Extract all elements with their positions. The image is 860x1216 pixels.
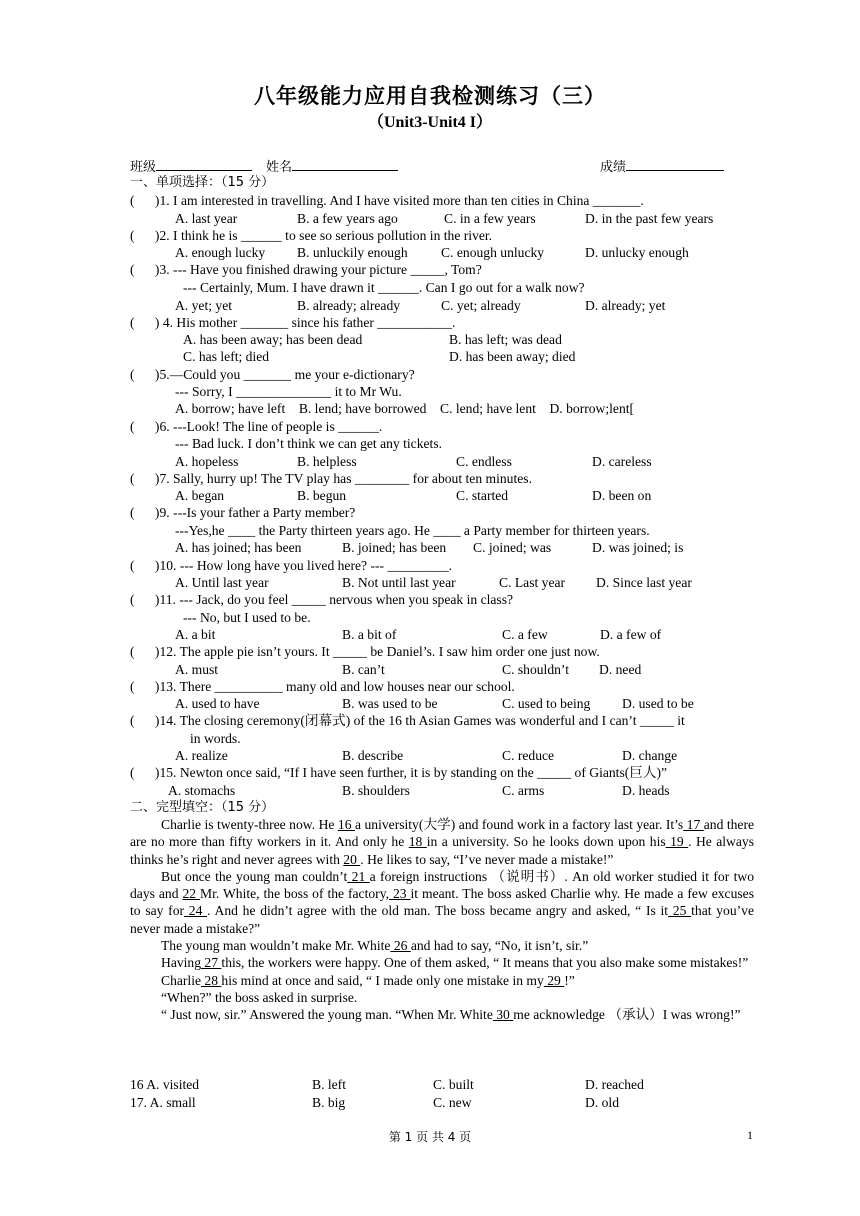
- option: D. change: [622, 748, 678, 763]
- option: A. last year: [175, 211, 238, 226]
- option: A. stomachs: [168, 783, 236, 798]
- question-line: --- Certainly, Mum. I have drawn it ______. Can I go out for a walk now?: [183, 280, 585, 295]
- option: A. must: [175, 662, 219, 677]
- cloze-option: B. big: [312, 1095, 346, 1110]
- section-heading: 二、完型填空：（15 分）: [130, 800, 275, 815]
- question: ( )5.—Could you _______ me your e-dictionary?: [130, 367, 415, 382]
- page-number: 1: [747, 1128, 753, 1142]
- cloze-passage: [130, 816, 754, 1024]
- question: ( )12. The apple pie isn’t yours. It _____ be Daniel’s. I saw him order one just now.: [130, 644, 600, 659]
- page-footer: 第 1 页 共 4 页: [388, 1130, 472, 1144]
- option-row: A. borrow; have left B. lend; have borrowed C. lend; have lent D. borrow;lent[: [175, 401, 635, 416]
- option: B. Not until last year: [342, 575, 456, 590]
- question: ( )2. I think he is ______ to see so serious pollution in the river.: [130, 228, 493, 243]
- option: B. a few years ago: [297, 211, 398, 226]
- cloze-option: 16 A. visited: [130, 1077, 200, 1092]
- question: ( ) 4. His mother _______ since his father ___________.: [130, 315, 456, 330]
- option: A. a bit: [175, 627, 216, 642]
- question: ( )10. --- How long have you lived here? --- _________.: [130, 558, 453, 573]
- passage-paragraph: “When?” the boss asked in surprise.: [161, 989, 358, 1005]
- question-line: --- No, but I used to be.: [183, 610, 311, 625]
- option: C. Last year: [499, 575, 566, 590]
- option: B. helpless: [297, 454, 357, 469]
- option: D. a few of: [600, 627, 662, 642]
- cloze-option: 17. A. small: [130, 1095, 196, 1110]
- question: ( )15. Newton once said, “If I have seen further, it is by standing on the _____ of Giants(巨人)”: [130, 765, 668, 780]
- passage-paragraph: But once the young man couldn’t 21 a foreign instructions （说明书）. An old worker studied it for two days and 22 Mr. White, the boss of the factory, 23 it meant. The boss asked Charlie why. He made a few excuses to say for 24 . And he didn’t agree with the old man. The boss became angry and asked, “ Is it 25 that you’ve never made a mistake?”: [130, 868, 755, 936]
- option: C. endless: [456, 454, 512, 469]
- option: B. can’t: [342, 662, 385, 677]
- option: C. reduce: [502, 748, 555, 763]
- section-heading: 一、单项选择：（15 分）: [130, 175, 275, 190]
- cloze-option: D. old: [585, 1095, 619, 1110]
- option: C. joined; was: [473, 540, 552, 555]
- option: C. started: [456, 488, 509, 503]
- option: C. in a few years: [444, 211, 536, 226]
- option: A. used to have: [175, 696, 260, 711]
- cloze-option: C. built: [433, 1077, 474, 1092]
- option: D. heads: [622, 783, 670, 798]
- option: B. joined; has been: [342, 540, 447, 555]
- option: A. began: [175, 488, 225, 503]
- option: C. a few: [502, 627, 548, 642]
- option: A. has joined; has been: [175, 540, 302, 555]
- name-field: 姓名: [266, 156, 398, 176]
- page-title: 八年级能力应用自我检测练习（三）: [254, 84, 606, 108]
- question: ( )13. There __________ many old and low houses near our school.: [130, 679, 515, 694]
- option: A. realize: [175, 748, 228, 763]
- option: B. has left; was dead: [449, 332, 562, 347]
- question: ( )14. The closing ceremony(闭幕式) of the 16 th Asian Games was wonderful and I can’t _____ it: [130, 713, 685, 728]
- option: D. in the past few years: [585, 211, 714, 226]
- question: ( )9. ---Is your father a Party member?: [130, 505, 356, 520]
- cloze-option: C. new: [433, 1095, 472, 1110]
- question: ( )1. I am interested in travelling. And I have visited more than ten cities in China _______.: [130, 193, 644, 208]
- option: C. enough unlucky: [441, 245, 545, 260]
- question-line: --- Sorry, I ______________ it to Mr Wu.: [175, 384, 402, 399]
- option: A. Until last year: [175, 575, 269, 590]
- option: A. has been away; has been dead: [183, 332, 363, 347]
- option: B. describe: [342, 748, 404, 763]
- option: B. a bit of: [342, 627, 397, 642]
- option: D. careless: [592, 454, 652, 469]
- option: D. has been away; died: [449, 349, 576, 364]
- passage-paragraph: The young man wouldn’t make Mr. White 26 and had to say, “No, it isn’t, sir.”: [161, 938, 589, 954]
- cloze-option: B. left: [312, 1077, 346, 1092]
- option: D. used to be: [622, 696, 694, 711]
- option: C. used to being: [502, 696, 591, 711]
- option: B. shoulders: [342, 783, 410, 798]
- option: D. unlucky enough: [585, 245, 689, 260]
- question-line: ---Yes,he ____ the Party thirteen years ago. He ____ a Party member for thirteen years.: [175, 523, 650, 538]
- question: ( )7. Sally, hurry up! The TV play has ________ for about ten minutes.: [130, 471, 532, 486]
- option: B. unluckily enough: [297, 245, 408, 260]
- question-line: --- Bad luck. I don’t think we can get any tickets.: [175, 436, 443, 451]
- passage-paragraph: Charlie is twenty-three now. He 16 a university(大学) and found work in a factory last year. It’s 17 and there are no more than fifty workers in it. And only he 18 in a university. So he looks down upon his 19 . He always thinks he’s right and never agrees with 20 . He likes to say, “I’ve never made a mistake!”: [130, 817, 755, 867]
- question: ( )11. --- Jack, do you feel _____ nervous when you speak in class?: [130, 592, 514, 607]
- option: D. was joined; is: [592, 540, 684, 555]
- option: C. arms: [502, 783, 545, 798]
- question-line: in words.: [190, 731, 241, 746]
- class-field: 班级: [130, 156, 252, 176]
- option: C. shouldn’t: [502, 662, 569, 677]
- option: B. was used to be: [342, 696, 438, 711]
- option: D. already; yet: [585, 298, 666, 313]
- option: D. need: [599, 662, 642, 677]
- passage-paragraph: Having 27 this, the workers were happy. One of them asked, “ It means that you also make some mistakes!”: [161, 955, 749, 971]
- page-subtitle: （Unit3-Unit4 I）: [367, 114, 492, 131]
- option: C. has left; died: [183, 349, 270, 364]
- option: D. been on: [592, 488, 652, 503]
- score-field: 成绩: [600, 156, 724, 176]
- question: ( )3. --- Have you finished drawing your picture _____, Tom?: [130, 262, 482, 277]
- option: A. yet; yet: [175, 298, 233, 313]
- option: C. yet; already: [441, 298, 521, 313]
- option: B. begun: [297, 488, 347, 503]
- passage-paragraph: Charlie 28 his mind at once and said, “ I made only one mistake in my 29 !”: [161, 972, 575, 988]
- passage-paragraph: “ Just now, sir.” Answered the young man. “When Mr. White 30 me acknowledge （承认）I was wrong!”: [161, 1007, 741, 1023]
- question: ( )6. ---Look! The line of people is ______.: [130, 419, 383, 434]
- option: D. Since last year: [596, 575, 692, 590]
- cloze-option: D. reached: [585, 1077, 644, 1092]
- option: B. already; already: [297, 298, 401, 313]
- option: A. hopeless: [175, 454, 239, 469]
- option: A. enough lucky: [175, 245, 266, 260]
